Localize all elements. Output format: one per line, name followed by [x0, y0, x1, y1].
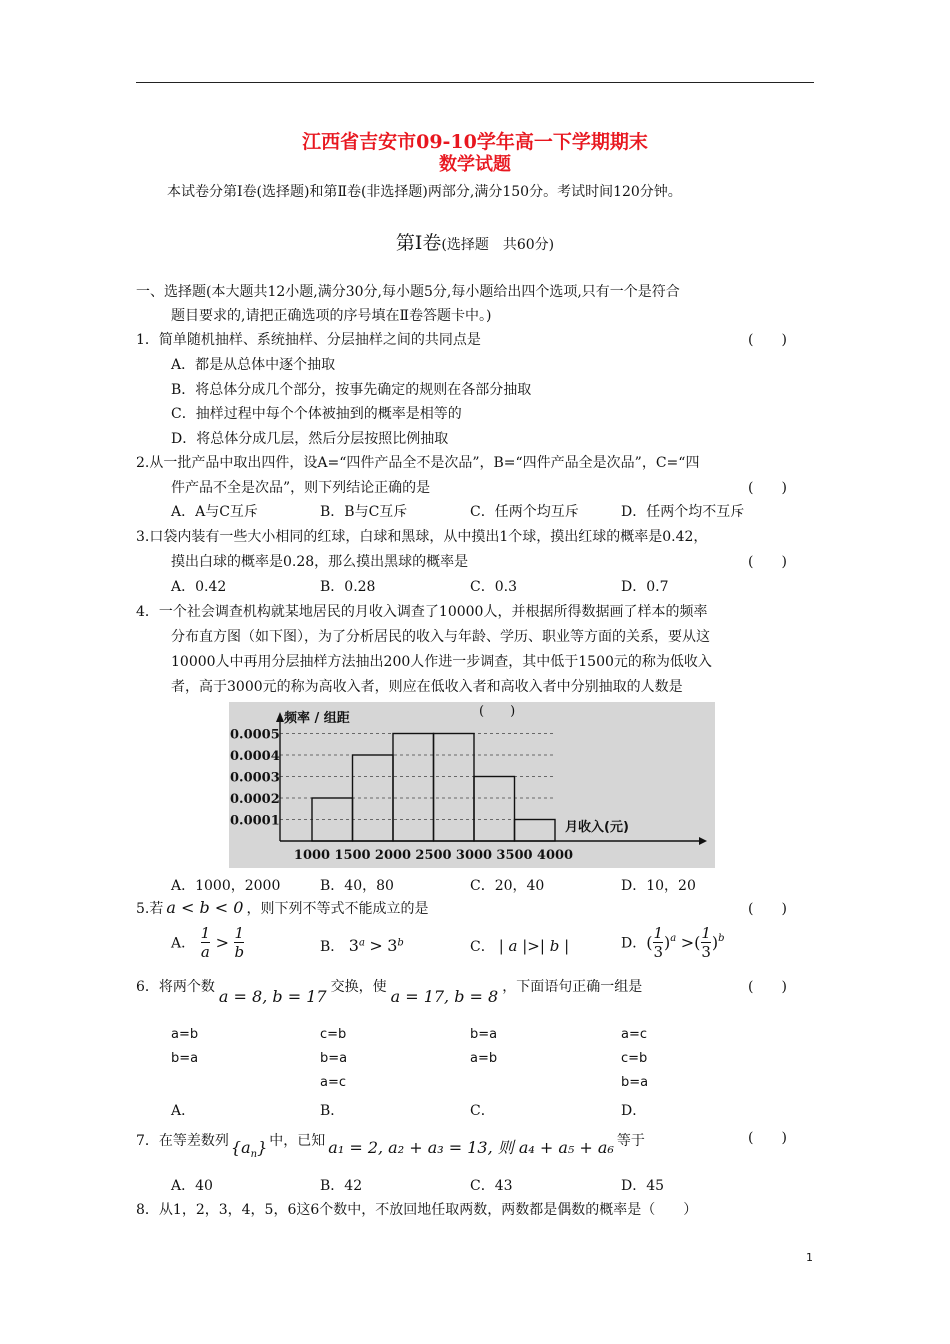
q4-stem-line1: 4．一个社会调查机构就某地居民的月收入调查了10000人，并根据所得数据画了样本的频率: [136, 604, 708, 620]
q2-stem-cont: 件产品不全是次品”，则下列结论正确的是: [171, 480, 431, 496]
histogram-bar-5: [515, 820, 556, 842]
q6-code-c-line2: a=b: [470, 1051, 498, 1066]
histogram-bar-2: [393, 734, 434, 842]
q1-option-c: C．抽样过程中每个个体被抽到的概率是相等的: [171, 406, 462, 422]
q1-option-b: B．将总体分成几个部分，按事先确定的规则在各部分抽取: [171, 382, 532, 398]
q6-option-d: D．: [621, 1103, 647, 1119]
q6-code-d-line2: c=b: [621, 1051, 648, 1066]
q6-option-a: A．: [171, 1103, 196, 1119]
histogram-bar-3: [434, 734, 475, 842]
intro: 本试卷分第Ⅰ卷(选择题)和第Ⅱ卷(非选择题)两部分,满分150分。考试时间120分钟。: [167, 184, 682, 200]
q2-option-a: A．A与C互斥: [171, 504, 258, 520]
q6-code-c-line1: b=a: [470, 1027, 498, 1042]
q4-option-d: D．10，20: [621, 878, 696, 894]
q1-option-a: A．都是从总体中逐个抽取: [171, 357, 336, 373]
q5-answer-blank: ( ): [748, 901, 787, 917]
q7-option-b: B．42: [320, 1178, 363, 1194]
q5-option-d: D．( $\frac{1}{3}$ )$^a$ >( $\frac{1}{3}$ )$^b$: [621, 924, 725, 961]
q6-code-b-line3: a=c: [320, 1075, 347, 1090]
q7-option-c: C．43: [470, 1178, 513, 1194]
header-rule: [136, 82, 814, 83]
q6-code-a-line1: a=b: [171, 1027, 199, 1042]
q5-condition: a < b < 0: [166, 898, 244, 917]
histogram-figure: [229, 702, 715, 868]
q8-stem: 8．从1，2，3，4，5，6这6个数中，不放回地任取两数，两数都是偶数的概率是（ ）: [136, 1202, 698, 1218]
q4-stem-line3: 10000人中再用分层抽样方法抽出200人作进一步调查，其中低于1500元的称为低收入: [171, 654, 712, 670]
part1-instruction: 一、选择题(本大题共12小题,满分30分,每小题5分,每小题给出四个选项,只有一个是符合: [136, 284, 680, 300]
q7-stem: 7．在等差数列 $\{a_n\}$ 中，已知 a₁ = 2, a₂ + a₃ = 13, 则 a₄ + a₅ + a₆ 等于: [136, 1133, 645, 1161]
q5-stem: 5.若 a < b < 0 ，则下列不等式不能成立的是: [136, 898, 429, 917]
x-tick-label-1: 1500: [334, 848, 371, 863]
x-tick-label-2: 2000: [374, 848, 412, 863]
q6-code-d-line3: b=a: [621, 1075, 649, 1090]
histogram-chart: [229, 702, 715, 868]
q2-option-b: B．B与C互斥: [320, 504, 408, 520]
q6-code-b-line1: c=b: [320, 1027, 347, 1042]
y-tick-label-2: 0.0003: [230, 770, 280, 786]
q4-stem-line2: 分布直方图（如下图），为了分析居民的收入与年龄、学历、职业等方面的关系，要从这: [171, 629, 710, 645]
q3-stem: 3.口袋内装有一些大小相同的红球，白球和黑球，从中摸出1个球，摸出红球的概率是0.42，: [136, 529, 708, 545]
q4-option-a: A．1000，2000: [171, 878, 281, 894]
q6-stem: 6．将两个数 a = 8, b = 17 交换，使 a = 17, b = 8 ，下面语句正确一组是: [136, 979, 643, 1006]
q7-option-d: D．45: [621, 1178, 665, 1194]
y-axis-arrow: [276, 712, 284, 722]
q7-option-a: A．40: [171, 1178, 213, 1194]
q6-option-b: B．: [320, 1103, 345, 1119]
q1-option-d: D．将总体分成几层，然后分层按照比例抽取: [171, 431, 449, 447]
q5-option-c: C． | a |>| b |: [470, 937, 570, 955]
part1-instruction-cont: 题目要求的,请把正确选项的序号填在Ⅱ卷答题卡中。): [171, 308, 492, 324]
q3-stem-cont: 摸出白球的概率是0.28，那么摸出黑球的概率是: [171, 554, 469, 570]
q3-option-c: C．0.3: [470, 579, 517, 595]
y-tick-label-3: 0.0004: [230, 749, 280, 764]
x-axis-arrow: [699, 837, 707, 845]
q2-stem: 2.从一批产品中取出四件，设A=“四件产品全不是次品”，B=“四件产品全是次品”，C=“四: [136, 455, 700, 471]
q6-option-c: C．: [470, 1103, 495, 1119]
q6-code-b-line2: b=a: [320, 1051, 348, 1066]
q4-option-c: C．20，40: [470, 878, 545, 894]
q6-answer-blank: ( ): [748, 979, 787, 995]
q1-answer-blank: ( ): [748, 332, 787, 348]
y-axis-label: 频率 / 组距: [284, 711, 350, 726]
q3-option-d: D．0.7: [621, 579, 669, 595]
section-title: 第Ⅰ卷(选择题 共60分): [395, 232, 555, 254]
title-line2: 数学试题: [439, 154, 511, 175]
y-tick-label-4: 0.0005: [230, 727, 280, 743]
title-line1: 江西省吉安市09-10学年高一下学期期末: [302, 131, 648, 153]
q1-stem: 1．简单随机抽样、系统抽样、分层抽样之间的共同点是: [136, 332, 481, 348]
q2-option-c: C．任两个均互斥: [470, 504, 579, 520]
q5-option-b: B． 3$^a$ > 3$^b$: [320, 936, 404, 955]
x-tick-label-0: 1000: [293, 848, 331, 863]
x-tick-label-3: 2500: [415, 848, 452, 863]
x-tick-label-6: 4000: [536, 848, 574, 863]
q3-option-b: B．0.28: [320, 579, 376, 595]
x-tick-label-5: 3500: [496, 848, 533, 863]
q6-code-d-line1: a=c: [621, 1027, 648, 1042]
q2-answer-blank: ( ): [748, 480, 787, 496]
q2-option-d: D．任两个均不互斥: [621, 504, 745, 520]
q3-option-a: A．0.42: [171, 579, 227, 595]
histogram-bar-4: [474, 777, 515, 842]
q5-option-a: A． $\frac{1}{a}$ > $\frac{1}{b}$: [171, 924, 245, 961]
page-number: 1: [806, 1251, 813, 1264]
q7-answer-blank: ( ): [748, 1130, 787, 1146]
q6-code-a-line2: b=a: [171, 1051, 199, 1066]
y-tick-label-1: 0.0002: [230, 792, 280, 807]
x-tick-label-4: 3000: [455, 848, 493, 863]
q4-answer-blank: ( ): [479, 704, 516, 719]
x-axis-label: 月收入(元): [565, 820, 629, 835]
y-tick-label-0: 0.0001: [230, 813, 280, 829]
q4-option-b: B．40，80: [320, 878, 394, 894]
q3-answer-blank: ( ): [748, 554, 787, 570]
q4-stem-line4: 者，高于3000元的称为高收入者，则应在低收入者和高收入者中分别抽取的人数是: [171, 679, 683, 695]
